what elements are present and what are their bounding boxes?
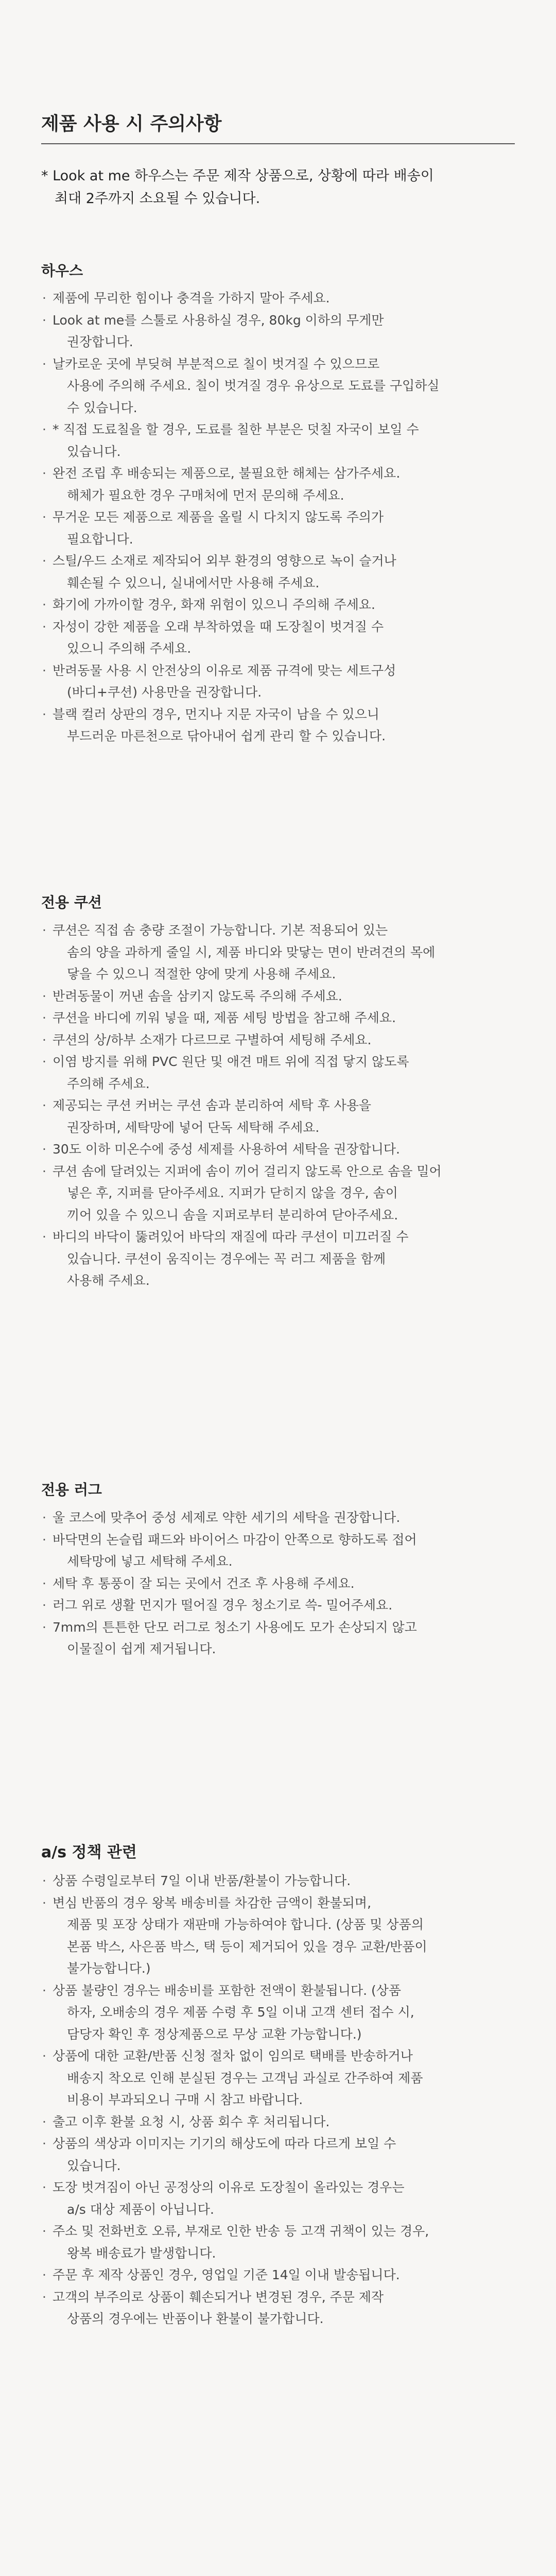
list-item-continuation: 주의해 주세요. [67, 1076, 150, 1091]
house-list [41, 287, 515, 748]
list-item: · 화기에 가까이할 경우, 화재 위험이 있으니 주의해 주세요. [41, 594, 515, 616]
list-item: · 스틸/우드 소재로 제작되어 외부 환경의 영향으로 녹이 슬거나 [41, 550, 515, 572]
as-policy-list [41, 1870, 515, 2330]
delivery-notice [41, 165, 515, 210]
notice-line: 최대 2주까지 소요될 수 있습니다. [55, 191, 260, 207]
list-item: · * 직접 도료칠을 할 경우, 도료를 칠한 부분은 덧칠 자국이 보일 수 [41, 419, 515, 441]
list-item: · 제공되는 쿠션 커버는 쿠션 솜과 분리하여 세탁 후 사용을 [41, 1095, 515, 1117]
list-item-continuation: (바디+쿠션) 사용만을 권장합니다. [67, 685, 262, 700]
list-item-continuation: 있습니다. [67, 2158, 121, 2173]
list-item-continuation: 불가능합니다.) [67, 1961, 151, 1976]
list-item: · 30도 이하 미온수에 중성 세제를 사용하여 세탁을 권장합니다. [41, 1139, 515, 1161]
list-item-continuation: 있으니 주의해 주세요. [67, 641, 192, 656]
list-item: · 바디의 바닥이 뚫려있어 바닥의 재질에 따라 쿠션이 미끄러질 수 [41, 1226, 515, 1248]
list-item-continuation: 부드러운 마른천으로 닦아내어 쉽게 관리 할 수 있습니다. [67, 728, 386, 743]
list-item: · 세탁 후 통풍이 잘 되는 곳에서 건조 후 사용해 주세요. [41, 1573, 515, 1595]
list-item-continuation: 넣은 후, 지퍼를 닫아주세요. 지퍼가 닫히지 않을 경우, 솜이 [67, 1185, 398, 1200]
list-item-continuation: 권장하며, 세탁망에 넣어 단독 세탁해 주세요. [67, 1120, 320, 1135]
list-item-continuation: 담당자 확인 후 정상제품으로 무상 교환 가능합니다.) [67, 2026, 362, 2042]
list-item-continuation: 이물질이 쉽게 제거됩니다. [67, 1641, 216, 1656]
list-item: · Look at me를 스툴로 사용하실 경우, 80kg 이하의 무게만 [41, 310, 515, 332]
list-item-continuation: 비용이 부과되오니 구매 시 참고 바랍니다. [67, 2092, 303, 2107]
list-item-continuation: 왕복 배송료가 발생합니다. [67, 2245, 216, 2261]
cushion-list [41, 920, 515, 1292]
list-item-continuation: 수 있습니다. [67, 400, 137, 415]
list-item: · 상품 불량인 경우는 배송비를 포함한 전액이 환불됩니다. (상품 [41, 1980, 515, 2002]
list-item: · 도장 벗겨짐이 아닌 공정상의 이유로 도장칠이 올라있는 경우는 [41, 2177, 515, 2199]
list-item-continuation: a/s 대상 제품이 아닙니다. [67, 2201, 214, 2217]
list-item: · 날카로운 곳에 부딪혀 부분적으로 칠이 벗겨질 수 있으므로 [41, 353, 515, 376]
list-item-continuation: 끼어 있을 수 있으니 솜을 지퍼로부터 분리하여 닫아주세요. [67, 1207, 398, 1223]
list-item: · 상품에 대한 교환/반품 신청 절차 없이 임의로 택배를 반송하거나 [41, 2045, 515, 2067]
list-item-continuation: 하자, 오배송의 경우 제품 수령 후 5일 이내 고객 센터 접수 시, [67, 2005, 414, 2020]
list-item: · 반려동물이 꺼낸 솜을 삼키지 않도록 주의해 주세요. [41, 986, 515, 1008]
list-item: · 주소 및 전화번호 오류, 부재로 인한 반송 등 고객 귀책이 있는 경우, [41, 2221, 515, 2243]
list-item: · 주문 후 제작 상품인 경우, 영업일 기준 14일 이내 발송됩니다. [41, 2264, 515, 2286]
page-title: 제품 사용 시 주의사항 [41, 113, 222, 134]
rug-list [41, 1507, 515, 1660]
list-item: · 출고 이후 환불 요청 시, 상품 회수 후 처리됩니다. [41, 2111, 515, 2133]
list-item: · 제품에 무리한 힘이나 충격을 가하지 말아 주세요. [41, 287, 515, 310]
list-item: · 변심 반품의 경우 왕복 배송비를 차감한 금액이 환불되며, [41, 1892, 515, 1914]
list-item: · 상품의 색상과 이미지는 기기의 해상도에 따라 다르게 보일 수 [41, 2133, 515, 2155]
list-item-continuation: 훼손될 수 있으니, 실내에서만 사용해 주세요. [67, 575, 320, 590]
list-item-continuation: 배송지 착오로 인해 분실된 경우는 고객님 과실로 간주하여 제품 [67, 2070, 423, 2086]
list-item: · 자성이 강한 제품을 오래 부착하였을 때 도장칠이 벗겨질 수 [41, 616, 515, 638]
list-item: · 울 코스에 맞추어 중성 세제로 약한 세기의 세탁을 권장합니다. [41, 1507, 515, 1529]
list-item: · 고객의 부주의로 상품이 훼손되거나 변경된 경우, 주문 제작 [41, 2286, 515, 2309]
heading-rug: 전용 러그 [41, 1481, 102, 1498]
list-item-continuation: 필요합니다. [67, 531, 133, 547]
list-item: · 쿠션은 직접 솜 충량 조절이 가능합니다. 기본 적용되어 있는 [41, 920, 515, 942]
list-item: · 쿠션의 상/하부 소재가 다르므로 구별하여 세팅해 주세요. [41, 1029, 515, 1052]
list-item: · 상품 수령일로부터 7일 이내 반품/환불이 가능합니다. [41, 1870, 515, 1892]
list-item-continuation: 있습니다. 쿠션이 움직이는 경우에는 꼭 러그 제품을 함께 [67, 1251, 386, 1266]
list-item: · 쿠션 솜에 달려있는 지퍼에 솜이 끼어 걸리지 않도록 안으로 솜을 밀어 [41, 1161, 515, 1183]
list-item-continuation: 해체가 필요한 경우 구매처에 먼저 문의해 주세요. [67, 487, 344, 503]
list-item: · 바닥면의 논슬립 패드와 바이어스 마감이 안쪽으로 향하도록 접어 [41, 1529, 515, 1551]
notice-line: * Look at me 하우스는 주문 제작 상품으로, 상황에 따라 배송이 [41, 168, 434, 184]
list-item-continuation: 사용해 주세요. [67, 1273, 150, 1288]
list-item-continuation: 제품 및 포장 상태가 재판매 가능하여야 합니다. (상품 및 상품의 [67, 1917, 424, 1932]
list-item: · 러그 위로 생활 먼지가 떨어질 경우 청소기로 쓱- 밀어주세요. [41, 1595, 515, 1617]
list-item-continuation: 세탁망에 넣고 세탁해 주세요. [67, 1554, 233, 1569]
heading-cushion: 전용 쿠션 [41, 894, 102, 911]
title-divider [41, 143, 515, 144]
list-item-continuation: 닿을 수 있으니 적절한 양에 맞게 사용해 주세요. [67, 967, 336, 981]
list-item-continuation: 권장합니다. [67, 334, 133, 349]
list-item-continuation: 상품의 경우에는 반품이나 환불이 불가합니다. [67, 2311, 324, 2326]
list-item-continuation: 있습니다. [67, 444, 121, 459]
list-item: · 무거운 모든 제품으로 제품을 올릴 시 다치지 않도록 주의가 [41, 506, 515, 529]
as-policy-title: a/s 정책 관련 [41, 1843, 137, 1861]
list-item: · 이염 방지를 위해 PVC 원단 및 애견 매트 위에 직접 닿지 않도록 [41, 1051, 515, 1073]
list-item-continuation: 사용에 주의해 주세요. 칠이 벗겨질 경우 유상으로 도료를 구입하실 [67, 378, 440, 393]
list-item: · 완전 조립 후 배송되는 제품으로, 불필요한 해체는 삼가주세요. [41, 463, 515, 485]
list-item: · 쿠션을 바디에 끼워 넣을 때, 제품 세팅 방법을 참고해 주세요. [41, 1007, 515, 1029]
list-item-continuation: 본품 박스, 사은품 박스, 택 등이 제거되어 있을 경우 교환/반품이 [67, 1939, 427, 1954]
list-item: · 7mm의 튼튼한 단모 러그로 청소기 사용에도 모가 손상되지 않고 [41, 1617, 515, 1639]
heading-house: 하우스 [41, 262, 83, 279]
list-item-continuation: 솜의 양을 과하게 줄일 시, 제품 바디와 맞닿는 면이 반려견의 목에 [67, 944, 436, 960]
list-item: · 블랙 컬러 상판의 경우, 먼지나 지문 자국이 남을 수 있으니 [41, 704, 515, 726]
list-item: · 반려동물 사용 시 안전상의 이유로 제품 규격에 맞는 세트구성 [41, 660, 515, 682]
